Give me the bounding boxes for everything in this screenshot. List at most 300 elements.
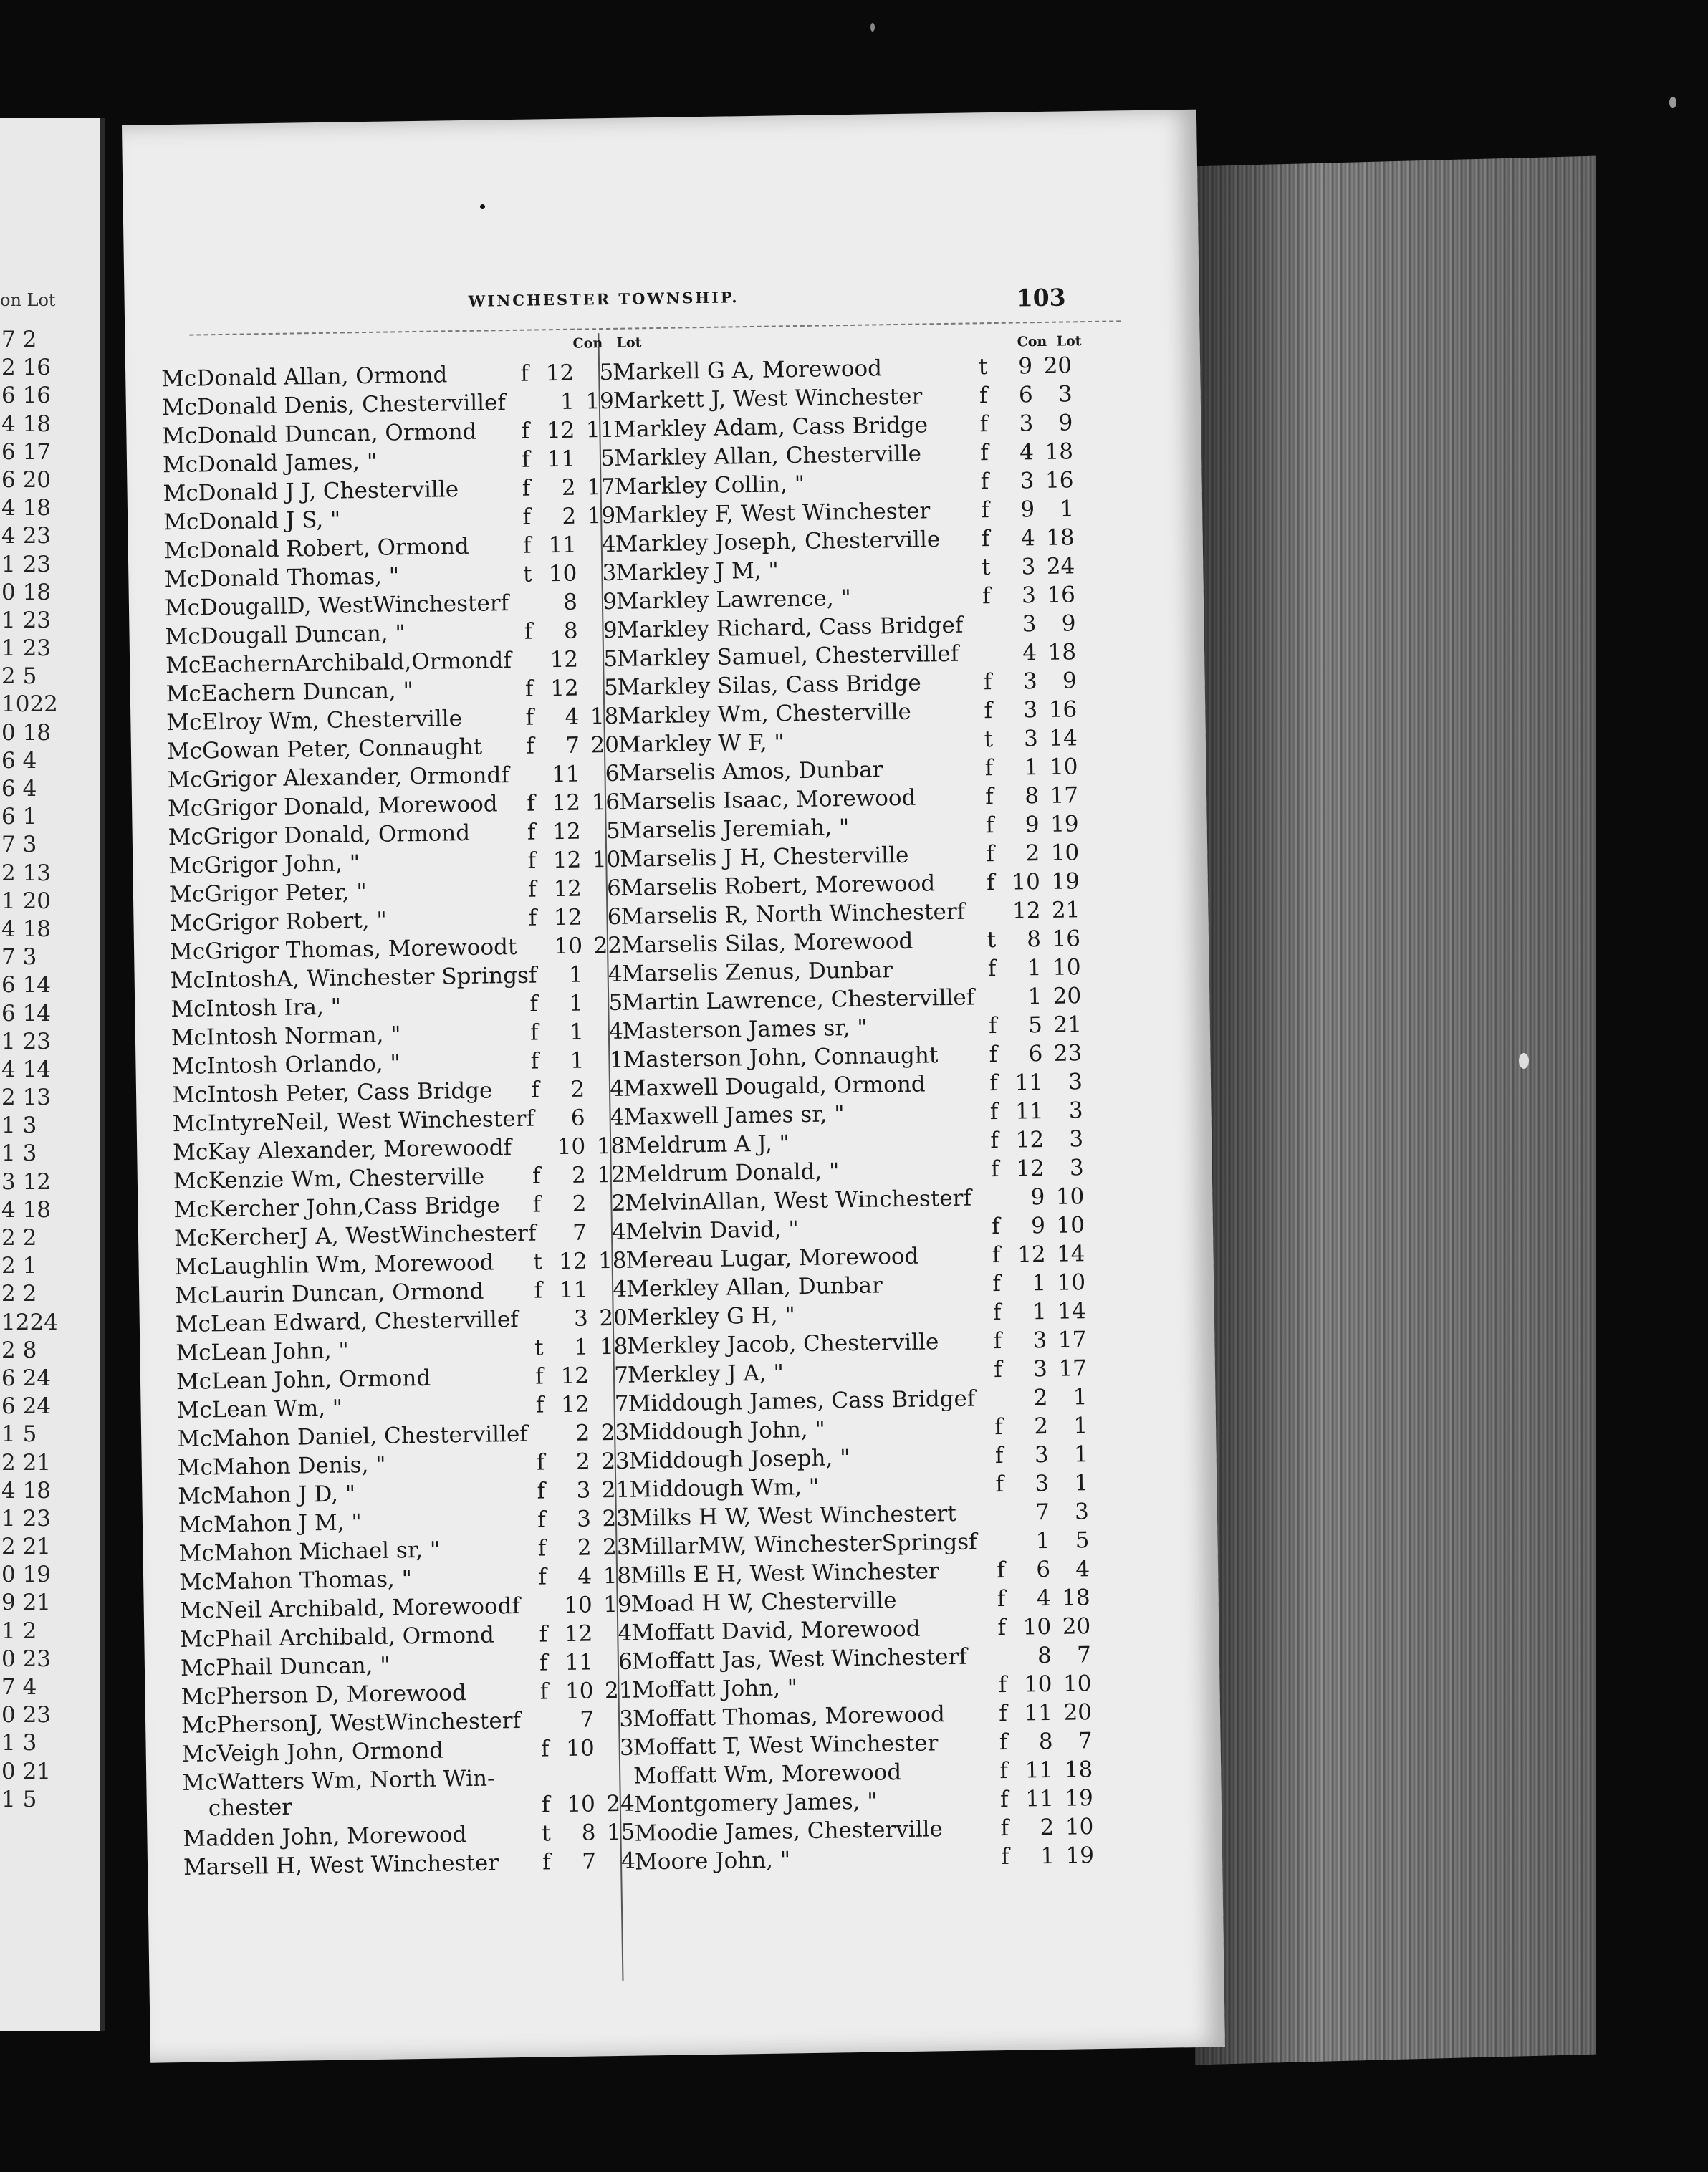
directory-entry	[173, 1161, 626, 1196]
entry-con: 2	[561, 474, 576, 501]
left-page-value: 2 13	[1, 860, 52, 886]
entry-tenure: f	[541, 1792, 550, 1818]
entry-tenure: f	[991, 1213, 1000, 1240]
entry-con: 3	[1021, 582, 1037, 609]
entry-lot: 3	[1069, 1155, 1085, 1181]
entry-tenure: f	[1000, 1843, 1009, 1870]
directory-entry	[181, 1734, 634, 1769]
entry-tenure: f	[998, 1671, 1007, 1698]
left-page-value: 2 21	[1, 1449, 52, 1476]
entry-lot: 10	[1062, 1671, 1092, 1697]
entry-lot: 23	[600, 1419, 630, 1446]
left-page-values	[0, 326, 100, 1814]
entry-con: 3	[1021, 554, 1036, 580]
entry-tenure: f	[994, 1413, 1004, 1441]
entry-con: 11	[548, 532, 577, 559]
entry-lot: 4	[608, 961, 623, 988]
entry-con: 12	[1012, 898, 1041, 924]
entry-tenure: f	[531, 1077, 540, 1103]
entry-lot: 3	[1068, 1097, 1083, 1124]
entry-con: 10	[554, 933, 583, 960]
entry-con: 10	[557, 1133, 586, 1161]
entry-con: 2	[1033, 1385, 1048, 1411]
entry-con: 11	[565, 1649, 594, 1676]
directory-entry	[628, 1413, 1088, 1447]
entry-tenure: t	[978, 354, 988, 380]
left-page-value: 4 18	[1, 916, 52, 942]
entry-name: Markley Samuel, Chestervillef	[616, 640, 959, 672]
entry-lot: 4	[610, 1104, 625, 1131]
entry-lot: 23	[602, 1534, 631, 1561]
entry-tenure: f	[980, 468, 989, 495]
entry-name: Marsell H, West Winchester	[183, 1850, 499, 1880]
entry-lot: 18	[598, 1247, 627, 1274]
entry-tenure: f	[537, 1535, 547, 1562]
entry-lot: 3	[1074, 1499, 1090, 1525]
entry-name: Moffatt Thomas, Morewood	[632, 1701, 946, 1732]
entry-lot: 19	[585, 388, 615, 415]
entry-lot: 14	[1056, 1241, 1085, 1267]
directory-entry	[166, 731, 620, 766]
entry-tenure: t	[534, 1335, 544, 1361]
entry-con: 2	[577, 1534, 592, 1561]
left-page-value: 7 2	[1, 327, 37, 352]
entry-tenure: f	[535, 1392, 544, 1418]
entry-con: 11	[1024, 1699, 1053, 1726]
entry-tenure: f	[521, 446, 530, 473]
entry-tenure: t	[522, 561, 532, 587]
directory-entry	[618, 754, 1078, 788]
entry-lot: 7	[1078, 1728, 1093, 1754]
entry-tenure: f	[999, 1786, 1009, 1813]
entry-tenure: f	[524, 676, 534, 702]
entry-lot: 3	[1068, 1069, 1083, 1095]
entry-con: 3	[1023, 726, 1039, 752]
entry-lot: 9	[1062, 668, 1077, 694]
entry-con: 3	[576, 1477, 591, 1504]
entry-name: Markley Wm, Chesterville	[618, 698, 912, 729]
directory-entry	[621, 954, 1081, 989]
entry-tenure: f	[992, 1270, 1002, 1297]
entry-name: Merkley J A, "	[627, 1360, 785, 1388]
entry-name: Markley Adam, Cass Bridge	[613, 412, 929, 443]
directory-entry	[174, 1276, 628, 1310]
entry-con: 12	[560, 1391, 590, 1418]
directory-entry	[171, 1018, 624, 1052]
entry-con: 12	[546, 417, 575, 444]
entry-name: McKenzie Wm, Chesterville	[173, 1163, 485, 1195]
entry-con: 2	[562, 503, 577, 529]
left-page-value: 1 20	[1, 888, 52, 914]
directory-entry	[620, 897, 1080, 931]
entry-con: 1	[1027, 984, 1042, 1010]
directory-entry	[631, 1613, 1091, 1648]
header-rule	[189, 320, 1121, 335]
directory-entry	[634, 1814, 1094, 1848]
entry-con: 10	[1012, 869, 1041, 895]
entry-lot: 9	[1061, 610, 1076, 637]
entry-lot: 24	[606, 1790, 635, 1817]
entry-lot: 19	[1065, 1785, 1094, 1812]
entry-name: Marselis R, North Winchesterf	[620, 898, 966, 930]
page-number: 103	[1016, 283, 1066, 312]
entry-con: 12	[552, 818, 581, 845]
entry-con: 1	[1032, 1270, 1047, 1297]
directory-entry	[181, 1706, 634, 1740]
entry-con: 4	[565, 703, 580, 730]
entry-lot: 22	[593, 932, 623, 959]
entry-tenure: f	[979, 411, 989, 438]
entry-tenure: f	[989, 1070, 998, 1097]
entry-lot: 21	[604, 1677, 633, 1704]
entry-lot: 2	[611, 1190, 626, 1217]
entry-lot: 3	[1069, 1126, 1084, 1153]
dust-speck	[870, 23, 875, 32]
entry-name-continuation: chester	[208, 1794, 293, 1822]
entry-name: McPhail Archibald, Ormond	[180, 1622, 495, 1653]
entry-name: McKercherJ A, WestWinchesterf	[173, 1220, 537, 1252]
entry-name: McMahon Thomas, "	[178, 1566, 413, 1596]
entry-tenure: f	[525, 733, 534, 759]
directory-entry	[632, 1671, 1092, 1705]
entry-tenure: f	[527, 819, 536, 845]
entry-name: McLean John, "	[176, 1337, 350, 1367]
directory-entry	[183, 1847, 636, 1882]
entry-name: McMahon J D, "	[178, 1481, 356, 1510]
directory-entry	[173, 1190, 626, 1224]
entry-con: 10	[1022, 1613, 1052, 1640]
entry-lot: 24	[1046, 553, 1075, 580]
entry-name: Markley J M, "	[615, 557, 779, 586]
entry-tenure: f	[990, 1155, 999, 1183]
entry-name: McWatters Wm, North Win-	[182, 1765, 495, 1797]
entry-tenure: f	[537, 1478, 546, 1504]
entry-name: McMahon Michael sr, "	[178, 1537, 441, 1567]
entry-tenure: f	[993, 1327, 1002, 1355]
entry-lot: 7	[614, 1390, 629, 1417]
entry-lot: 1	[1060, 496, 1075, 522]
directory-entry	[625, 1269, 1086, 1304]
entry-con: 3	[1019, 468, 1035, 494]
entry-tenure: f	[982, 583, 991, 610]
entry-name: Marselis Isaac, Morewood	[618, 784, 916, 815]
entry-con: 2	[1025, 840, 1040, 867]
left-page-fragment	[0, 118, 105, 2031]
entry-tenure: f	[988, 1013, 997, 1039]
entry-tenure: f	[539, 1621, 548, 1648]
entry-name: Marselis Zenus, Dunbar	[621, 957, 893, 987]
left-page-value: 1224	[1, 1309, 58, 1335]
directory-entry	[629, 1470, 1089, 1504]
entry-con: 1	[1024, 754, 1039, 781]
entry-con: 2	[1034, 1413, 1049, 1440]
entry-con: 4	[1022, 640, 1037, 666]
directory-entry	[167, 760, 620, 794]
entry-name: McLean John, Ormond	[176, 1365, 431, 1395]
left-page-value: 1 3	[1, 1730, 37, 1757]
entry-lot: 4	[1075, 1556, 1090, 1582]
lot-header-right: Lot	[1056, 333, 1082, 350]
entry-lot: 11	[585, 416, 615, 443]
entry-tenure: f	[993, 1356, 1002, 1383]
entry-lot: 14	[1049, 725, 1078, 751]
entry-lot: 10	[592, 846, 621, 873]
directory-entry	[625, 1241, 1085, 1275]
directory-entry	[168, 875, 622, 909]
entry-con: 7	[572, 1219, 587, 1246]
entry-con: 10	[1023, 1671, 1052, 1698]
entry-con: 3	[1023, 697, 1038, 724]
entry-con: 7	[565, 732, 580, 759]
entry-lot: 20	[590, 731, 620, 759]
directory-entry	[616, 639, 1077, 673]
entry-con: 12	[564, 1620, 593, 1648]
left-page-value: 6 14	[1, 972, 52, 999]
entry-tenure: f	[527, 790, 536, 817]
entry-name: McIntosh Peter, Cass Bridge	[171, 1077, 493, 1109]
left-page-value: 4 14	[1, 1056, 52, 1082]
entry-name: McIntosh Norman, "	[171, 1022, 401, 1052]
entry-tenure: f	[992, 1241, 1001, 1269]
entry-con: 11	[1025, 1785, 1055, 1812]
entry-con: 1	[568, 961, 583, 988]
entry-con: 11	[551, 761, 580, 788]
left-page-column-header: on Lot	[0, 290, 56, 310]
entry-con: 11	[547, 446, 576, 473]
directory-entry	[178, 1562, 632, 1597]
entry-name: Marselis Amos, Dunbar	[618, 756, 883, 787]
entry-lot: 15	[606, 1819, 635, 1846]
page-edges	[1195, 156, 1596, 2065]
entry-name: McMahon J M, "	[178, 1509, 363, 1539]
left-page-value: 1 23	[1, 1505, 52, 1532]
entry-name: Moodie James, Chesterville	[634, 1816, 944, 1847]
entry-name: Middough John, "	[628, 1416, 826, 1446]
left-page-value: 6 4	[1, 747, 37, 774]
entry-tenure: f	[525, 704, 534, 731]
left-page-value: 2 2	[1, 1225, 37, 1251]
entry-con: 8	[1037, 1642, 1052, 1669]
entry-con: 12	[558, 1248, 587, 1275]
entry-name: Markley F, West Winchester	[614, 498, 931, 529]
directory-entry	[631, 1642, 1092, 1676]
entry-con: 8	[1038, 1728, 1053, 1755]
dust-speck	[1669, 97, 1676, 108]
entry-name: Middough Joseph, "	[628, 1445, 850, 1474]
entry-con: 12	[545, 360, 575, 387]
entry-lot: 21	[601, 1476, 630, 1504]
entry-name: McDonald Denis, Chestervillef	[161, 390, 507, 421]
entry-tenure: f	[984, 698, 993, 724]
entry-name: McDougallD, WestWinchesterf	[164, 590, 509, 622]
directory-entry	[162, 416, 615, 451]
entry-lot: 3	[1057, 381, 1073, 408]
entry-name: McMahon Daniel, Chestervillef	[176, 1421, 529, 1453]
entry-tenure: f	[539, 1650, 548, 1676]
entry-con: 3	[1022, 611, 1037, 638]
con-header-left: Con	[572, 335, 603, 352]
entry-tenure: f	[999, 1757, 1009, 1784]
entry-lot: 19	[603, 1591, 632, 1618]
directory-entry	[613, 410, 1073, 444]
entry-name: McDonald J J, Chesterville	[163, 476, 459, 507]
entry-name: McLaurin Duncan, Ormond	[174, 1278, 484, 1310]
entry-tenure: f	[527, 847, 537, 874]
entry-con: 1	[569, 1019, 585, 1045]
entry-lot: 16	[1052, 926, 1081, 952]
entry-con: 2	[571, 1162, 587, 1188]
entry-lot: 18	[1061, 1585, 1090, 1611]
entry-con: 2	[575, 1420, 590, 1446]
entry-lot: 19	[587, 502, 616, 529]
left-page-value: 2 5	[1, 663, 37, 690]
directory-entry	[163, 502, 616, 537]
entry-tenure: f	[536, 1449, 545, 1476]
entry-lot: 20	[1043, 352, 1073, 379]
entry-lot: 19	[1050, 811, 1079, 837]
entry-lot: 1	[1073, 1413, 1088, 1439]
directory-entry	[618, 725, 1078, 759]
directory-entry	[165, 645, 618, 680]
left-page-value: 6 24	[1, 1393, 52, 1420]
entry-name: McIntosh Orlando, "	[171, 1050, 400, 1080]
directory-entry	[613, 438, 1074, 473]
entry-con: 12	[560, 1363, 590, 1390]
entry-lot: 20	[1052, 983, 1082, 1009]
entry-con: 12	[1016, 1155, 1045, 1182]
entry-con: 2	[572, 1191, 587, 1217]
entry-lot: 7	[1076, 1642, 1092, 1668]
entry-lot: 23	[602, 1505, 631, 1532]
left-page-value: 3 12	[1, 1168, 52, 1195]
entry-lot: 4	[618, 1620, 633, 1646]
entry-lot: 10	[1056, 1212, 1085, 1239]
entry-tenure: f	[999, 1729, 1008, 1756]
entry-tenure: f	[529, 991, 539, 1017]
directory-entry	[619, 811, 1079, 845]
entry-tenure: f	[981, 497, 990, 524]
entry-con: 10	[565, 1678, 594, 1705]
left-page-value: 6 24	[1, 1365, 52, 1391]
entry-lot: 21	[1053, 1011, 1083, 1038]
entry-tenure: f	[528, 905, 537, 931]
entry-lot: 6	[607, 903, 622, 931]
directory-entry	[163, 531, 617, 565]
entry-name: Mills E H, West Winchester	[630, 1558, 940, 1589]
entry-name: MelvinAllan, West Winchesterf	[625, 1185, 972, 1216]
entry-name: Montgomery James, "	[633, 1788, 878, 1818]
entry-con: 1	[574, 1334, 589, 1360]
entry-tenure: t	[981, 554, 991, 581]
directory-entry	[172, 1104, 625, 1138]
directory-entry	[615, 553, 1075, 587]
directory-entry	[168, 846, 621, 880]
entry-name: Masterson James sr, "	[622, 1014, 868, 1044]
entry-name: McDonald Duncan, Ormond	[162, 418, 477, 450]
entry-name: McMahon Denis, "	[177, 1451, 386, 1481]
entry-lot: 12	[597, 1161, 626, 1188]
entry-con: 7	[1035, 1499, 1050, 1526]
entry-lot: 10	[1065, 1814, 1094, 1840]
entry-name: Marselis Robert, Morewood	[620, 870, 936, 901]
entry-tenure: f	[986, 870, 995, 896]
directory-page	[122, 110, 1225, 2063]
entry-tenure: f	[979, 383, 988, 409]
entry-con: 3	[1019, 410, 1034, 437]
entry-name: McPhail Duncan, "	[180, 1652, 390, 1682]
directory-entry	[169, 903, 622, 938]
entry-lot: 10	[1049, 754, 1078, 780]
entry-tenure: t	[984, 726, 994, 753]
entry-name: Masterson John, Connaught	[623, 1042, 939, 1073]
con-header-right: Con	[1017, 333, 1047, 350]
entry-name: Moffatt Jas, West Winchesterf	[631, 1643, 968, 1675]
entry-tenure: f	[540, 1736, 550, 1762]
entry-lot: 19	[1065, 1842, 1095, 1869]
entry-lot: 4	[621, 1847, 636, 1874]
entry-con: 8	[1025, 783, 1040, 809]
directory-entry	[176, 1362, 629, 1396]
directory-entry	[630, 1585, 1090, 1619]
left-page-value: 2 1	[1, 1253, 37, 1279]
left-page-value: 0 21	[1, 1758, 52, 1784]
entry-lot: 20	[1062, 1613, 1091, 1640]
entry-name: Markley Lawrence, "	[615, 585, 852, 615]
left-page-value: 7 3	[1, 944, 37, 971]
entry-name: McDonald James, "	[162, 448, 378, 479]
entry-tenure: f	[522, 532, 532, 559]
directory-entry	[176, 1419, 630, 1453]
entry-lot: 6	[618, 1648, 633, 1675]
directory-entry	[178, 1505, 631, 1539]
entry-con: 12	[552, 789, 581, 817]
entry-con: 9	[1020, 496, 1035, 523]
entry-con: 2	[570, 1076, 585, 1102]
entry-name: McLean Wm, "	[176, 1395, 343, 1424]
entry-name: Markell G A, Morewood	[612, 355, 883, 385]
left-page-value: 2 16	[1, 355, 52, 381]
dust-speck	[1519, 1053, 1529, 1069]
directory-entry	[615, 582, 1076, 616]
entry-name: Markley Silas, Cass Bridge	[617, 670, 921, 701]
entry-name: McGrigor Donald, Morewood	[167, 791, 498, 822]
entry-lot: 9	[602, 588, 618, 615]
left-page-value: 1 3	[1, 1113, 37, 1139]
directory-entry	[633, 1785, 1094, 1820]
entry-lot: 3	[619, 1706, 634, 1732]
entry-tenure: f	[979, 440, 989, 466]
entry-tenure: f	[521, 418, 530, 444]
entry-con: 3	[1035, 1471, 1050, 1497]
directory-entry	[166, 703, 619, 737]
left-page-value: 2 21	[1, 1534, 52, 1560]
left-page-value: 9 21	[1, 1590, 52, 1616]
entry-lot: 23	[601, 1448, 630, 1475]
entry-lot: 5	[599, 359, 614, 386]
entry-con: 11	[1025, 1757, 1054, 1784]
entry-name: McVeigh John, Ormond	[181, 1737, 444, 1768]
entry-con: 8	[1026, 926, 1042, 953]
left-page-value: 1 5	[1, 1786, 37, 1812]
entry-name: McGrigor John, "	[168, 850, 360, 880]
left-page-value: 1 23	[1, 1028, 52, 1054]
directory-entry	[620, 926, 1081, 960]
entry-tenure: f	[994, 1442, 1004, 1469]
entry-con: 5	[1027, 1012, 1043, 1039]
directory-entry	[176, 1390, 629, 1425]
entry-name: McGrigor Alexander, Ormondf	[167, 762, 510, 794]
left-page-value: 2 13	[1, 1085, 52, 1111]
